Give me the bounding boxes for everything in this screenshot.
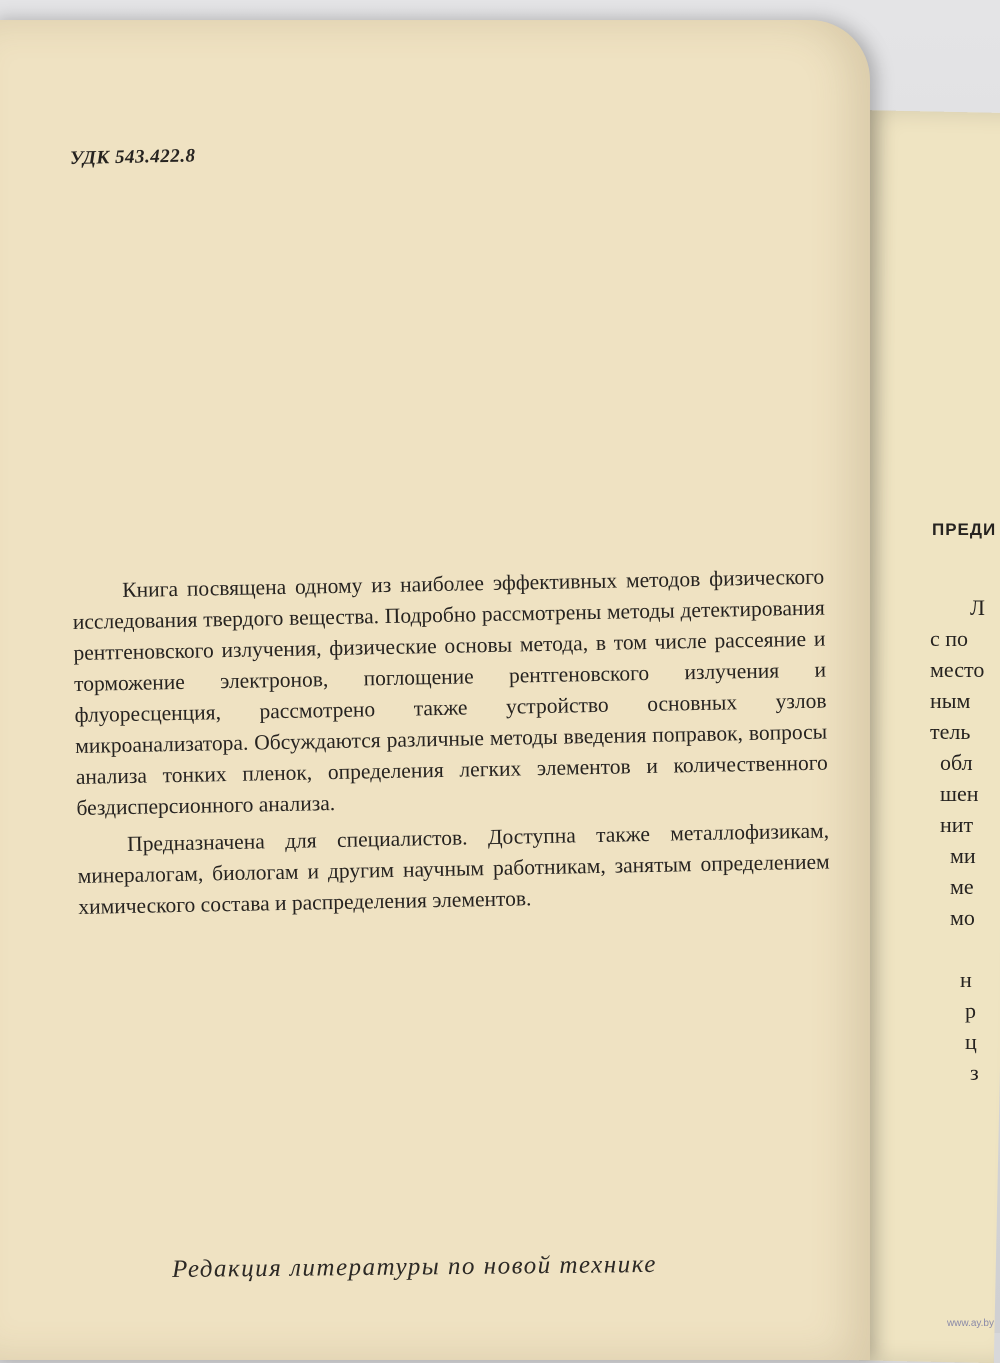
- right-page-line: ц: [965, 1029, 977, 1054]
- right-page-line: ми: [950, 843, 976, 868]
- left-page: [0, 20, 870, 1360]
- right-page-line: место: [930, 657, 985, 682]
- right-page-line: ме: [950, 874, 974, 899]
- right-page-line: шен: [940, 781, 979, 806]
- left-page-content: [0, 20, 870, 1360]
- right-page-line: с по: [930, 626, 969, 651]
- right-page-line: н: [960, 967, 972, 992]
- watermark: www.ay.by: [946, 1318, 994, 1329]
- right-page-line: р: [965, 998, 976, 1023]
- right-page-line: [930, 933, 985, 964]
- right-page-line: з: [970, 1060, 979, 1085]
- abstract-paragraph-2: Предназначена для специалистов. Доступна также металлофизикам, минералогам, биологам и другим научным работникам, занятым определением химического состава и распределения элементов.: [77, 818, 830, 919]
- right-page-line: ным: [930, 688, 971, 713]
- right-page-line: Л: [970, 595, 985, 620]
- right-page-lines: [930, 592, 985, 1088]
- right-page-line: обл: [940, 750, 973, 775]
- abstract: [72, 562, 831, 929]
- editorial-line: Редакция литературы по новой технике: [171, 1250, 658, 1283]
- right-page-line: нит: [940, 812, 974, 837]
- right-page-line: мо: [950, 905, 975, 930]
- abstract-paragraph-1: Книга посвящена одному из наиболее эффективных методов физического исследования твердого вещества. Подробно рассмотрены методы детектирования рентгеновского излучения, физические основы метода, в том числе рассеяние и торможение электронов, поглощение рентгеновского излучения и флуоресценция, рассмотрено также устройство основных узлов микроанализатора. Обсуждаются различные методы введения поправок, вопросы анализа тонких пленок, определения легких элементов и количественного бездисперсионного анализа.: [72, 564, 828, 820]
- udk-code: УДК 543.422.8: [69, 145, 196, 169]
- right-page-heading: ПРЕДИ: [932, 520, 997, 539]
- right-page-line: тель: [930, 719, 971, 744]
